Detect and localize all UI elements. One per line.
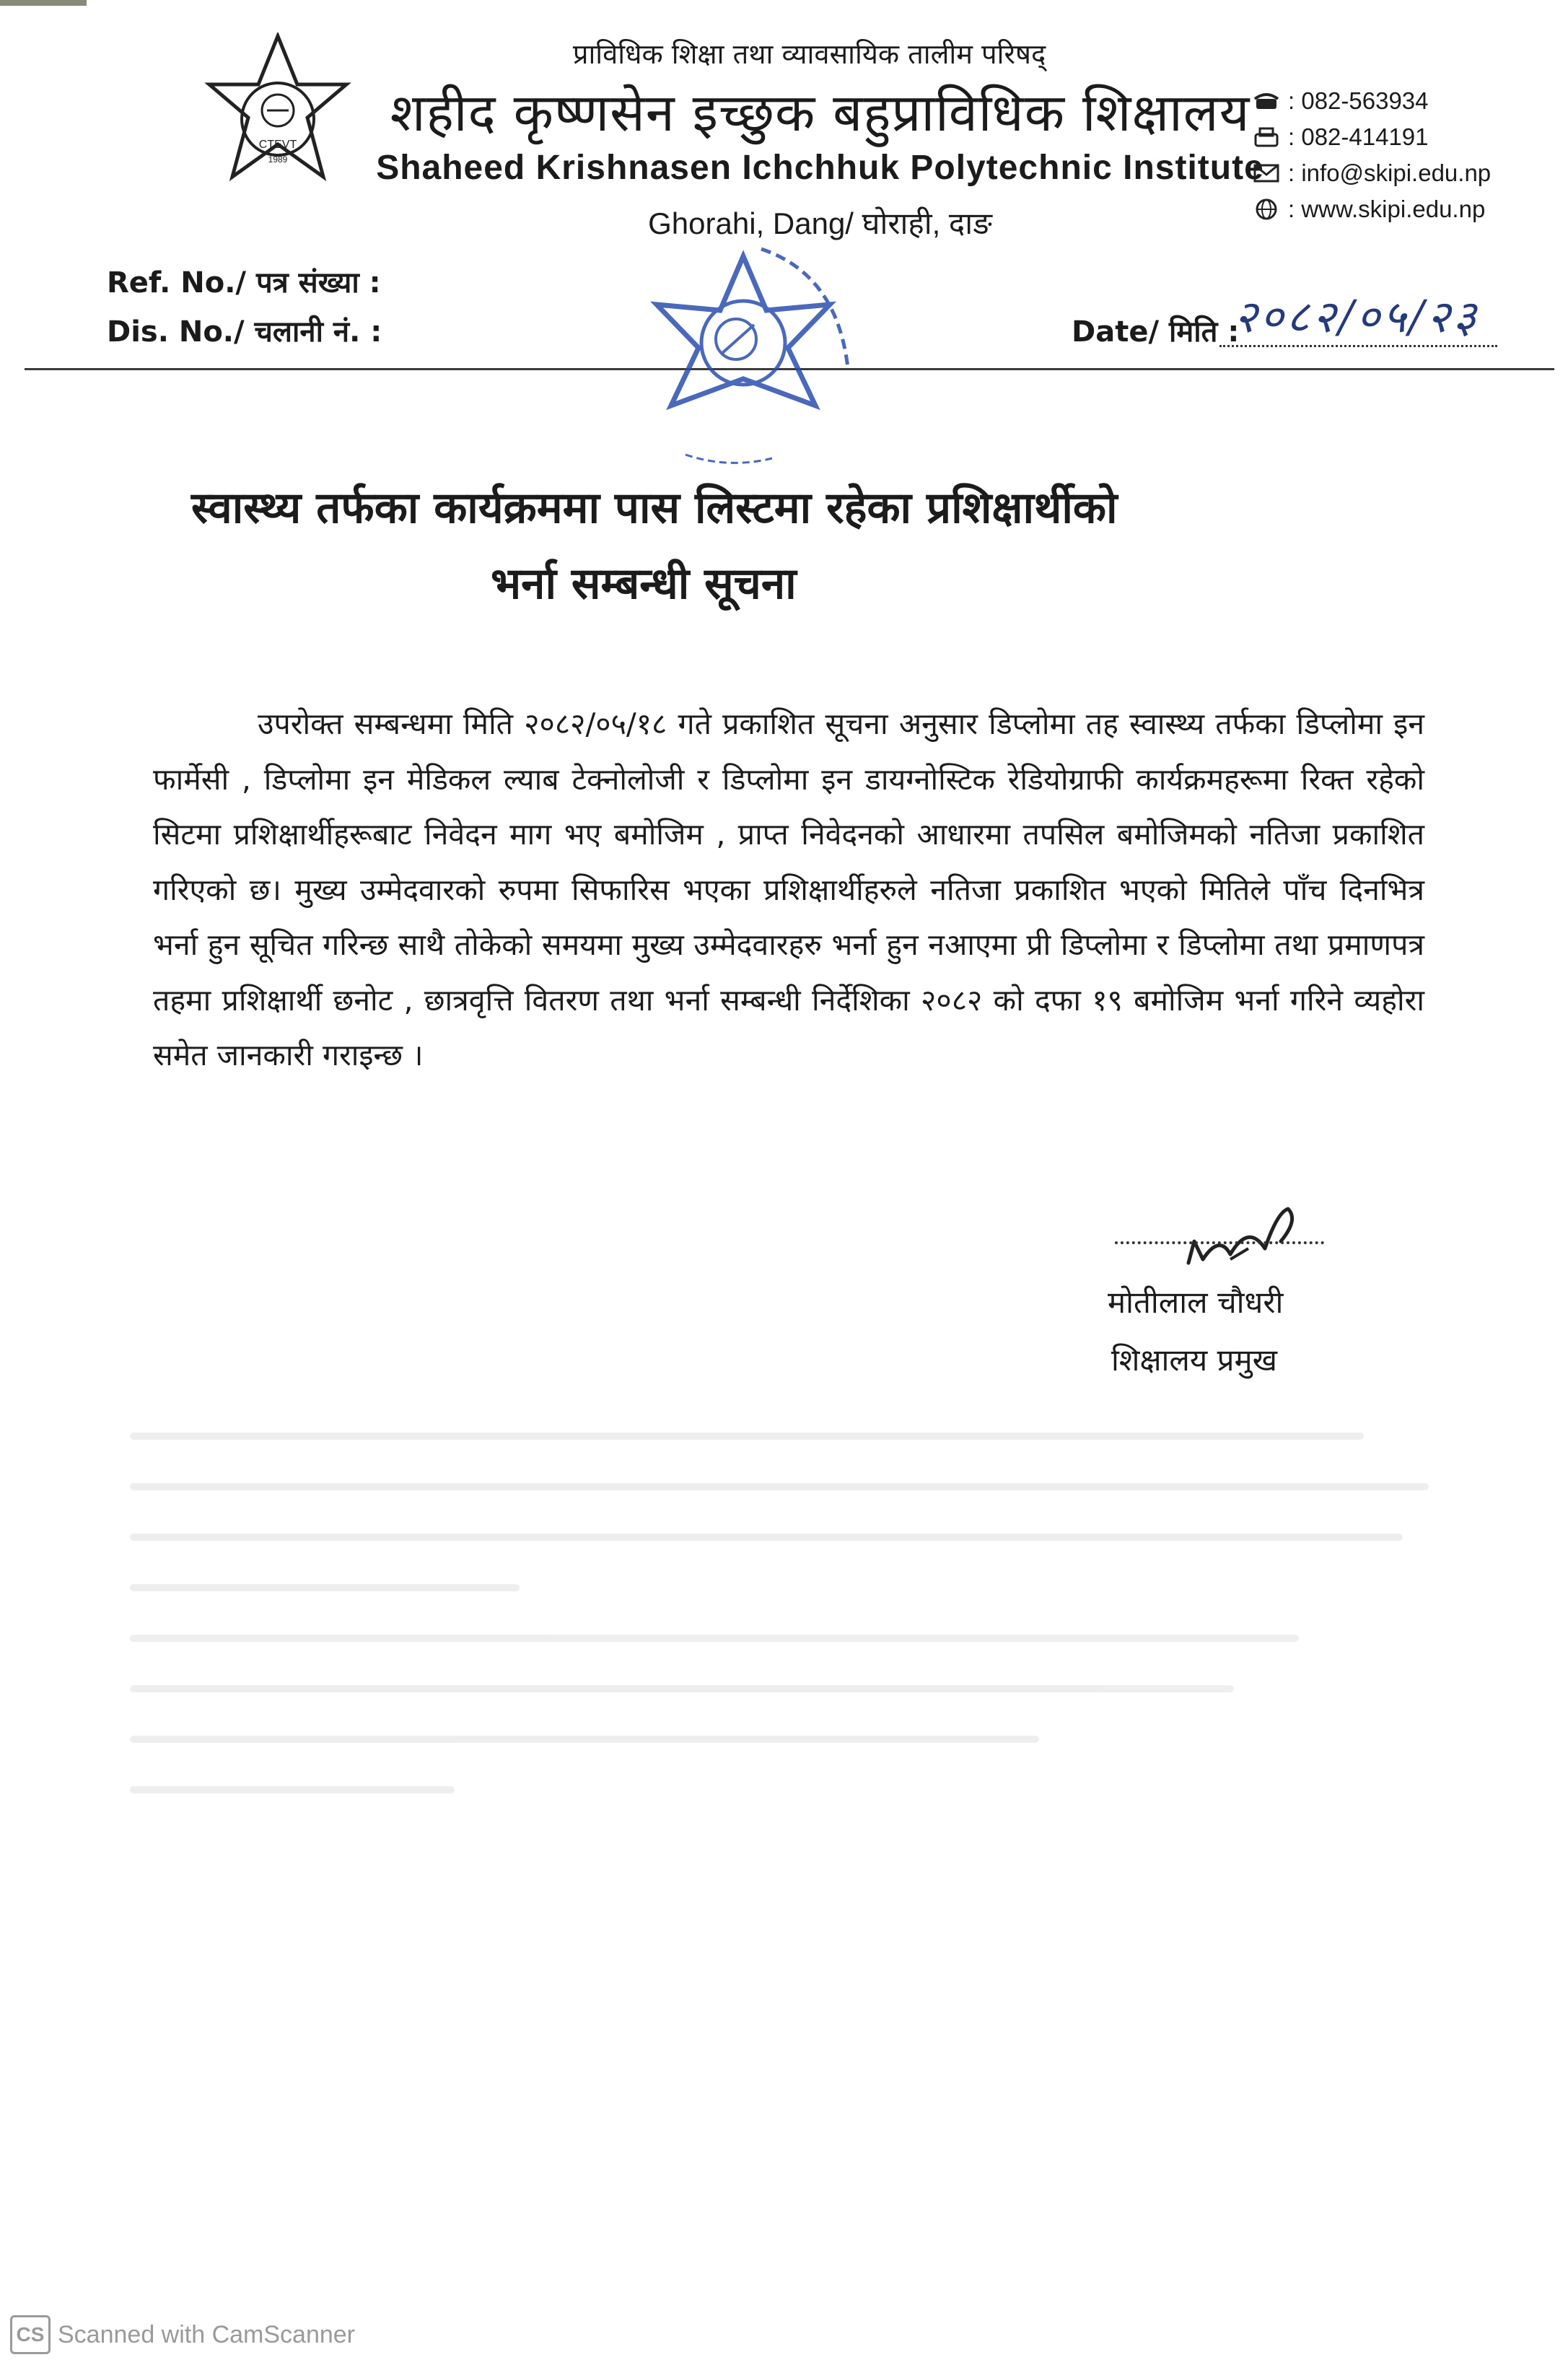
dispatch-number-label: Dis. No./ चलानी नं. :	[107, 315, 382, 349]
logo-year: 1989	[268, 154, 288, 165]
date-underline	[1219, 345, 1497, 347]
globe-icon	[1252, 198, 1281, 220]
email-row	[1252, 155, 1491, 191]
fax-row	[1252, 119, 1491, 155]
date-label: Date/ मिति :	[1072, 315, 1240, 349]
council-name: प्राविधिक शिक्षा तथा व्यावसायिक तालीम परिषद्	[572, 38, 1046, 70]
signature-dotted-line	[1115, 1241, 1324, 1244]
date-value-handwritten: २०८२/०५/२३	[1234, 290, 1479, 343]
reverse-side-bleed-through	[130, 1433, 1429, 1880]
website-url: : www.skipi.edu.np	[1288, 196, 1486, 222]
phone-number: : 082-563934	[1288, 87, 1429, 114]
phone-row	[1252, 83, 1491, 119]
handwritten-signature-icon	[1122, 1191, 1339, 1277]
official-stamp-icon	[599, 217, 888, 476]
contact-block	[1252, 83, 1491, 227]
fax-number: : 082-414191	[1288, 123, 1429, 150]
ref-number-label: Ref. No./ पत्र संख्या :	[107, 266, 381, 300]
email-address: : info@skipi.edu.np	[1288, 159, 1492, 186]
camscanner-watermark	[10, 2315, 355, 2354]
logo-text: CTEVT	[258, 139, 297, 151]
watermark-text: Scanned with CamScanner	[58, 2320, 356, 2348]
scan-edge-mark	[0, 0, 87, 6]
signatory-designation: शिक्षालय प्रमुख	[1111, 1342, 1277, 1378]
institute-location: Ghorahi, Dang/ घोराही, दाङ	[648, 206, 992, 240]
notice-body: उपरोक्त सम्बन्धमा मिति २०८२/०५/१८ गते प्रकाशित सूचना अनुसार डिप्लोमा तह स्वास्थ्य तर्फका डिप्लोमा इन फार्मेसी , डिप्लोमा इन मेडिकल ल्याब टेक्नोलोजी र डिप्लोमा इन डायग्नोस्टिक रेडियोग्राफी कार्यक्रमहरूमा रिक्त रहेको सिटमा प्रशिक्षार्थीहरूबाट निवेदन माग भए बमोजिम , प्राप्त निवेदनको आधारमा तपसिल बमोजिमको नतिजा प्रकाशित गरिएको छ। मुख्य उम्मेदवारको रुपमा सिफारिस भएका प्रशिक्षार्थीहरुले नतिजा प्रकाशित भएको मितिले पाँच दिनभित्र भर्ना हुन सूचित गरिन्छ साथै तोकेको समयमा मुख्य उम्मेदवारहरु भर्ना हुन नआएमा प्री डिप्लोमा र डिप्लोमा तथा प्रमाणपत्र तहमा प्रशिक्षार्थी छनोट , छात्रवृत्ति वितरण तथा भर्ना सम्बन्धी निर्देशिका २०८२ को दफा १९ बमोजिम भर्ना गरिने व्यहोरा समेत जानकारी गराइन्छ ।	[153, 707, 1424, 1072]
camscanner-logo-icon: CS	[10, 2315, 51, 2354]
phone-icon	[1252, 90, 1281, 112]
mail-icon	[1252, 162, 1281, 184]
notice-title-line-2: भर्ना सम्बन्धी सूचना	[491, 559, 797, 609]
fax-icon	[1252, 126, 1281, 148]
institute-name-english: Shaheed Krishnasen Ichchhuk Polytechnic Institute	[376, 149, 1264, 187]
institute-name-nepali: शहीद कृष्णसेन इच्छुक बहुप्राविधिक शिक्षालय	[390, 82, 1251, 143]
signatory-name: मोतीलाल चौधरी	[1108, 1285, 1284, 1320]
notice-title-line-1: स्वास्थ्य तर्फका कार्यक्रममा पास लिस्टमा रहेका प्रशिक्षार्थीको	[191, 483, 1118, 533]
web-row	[1252, 191, 1491, 227]
